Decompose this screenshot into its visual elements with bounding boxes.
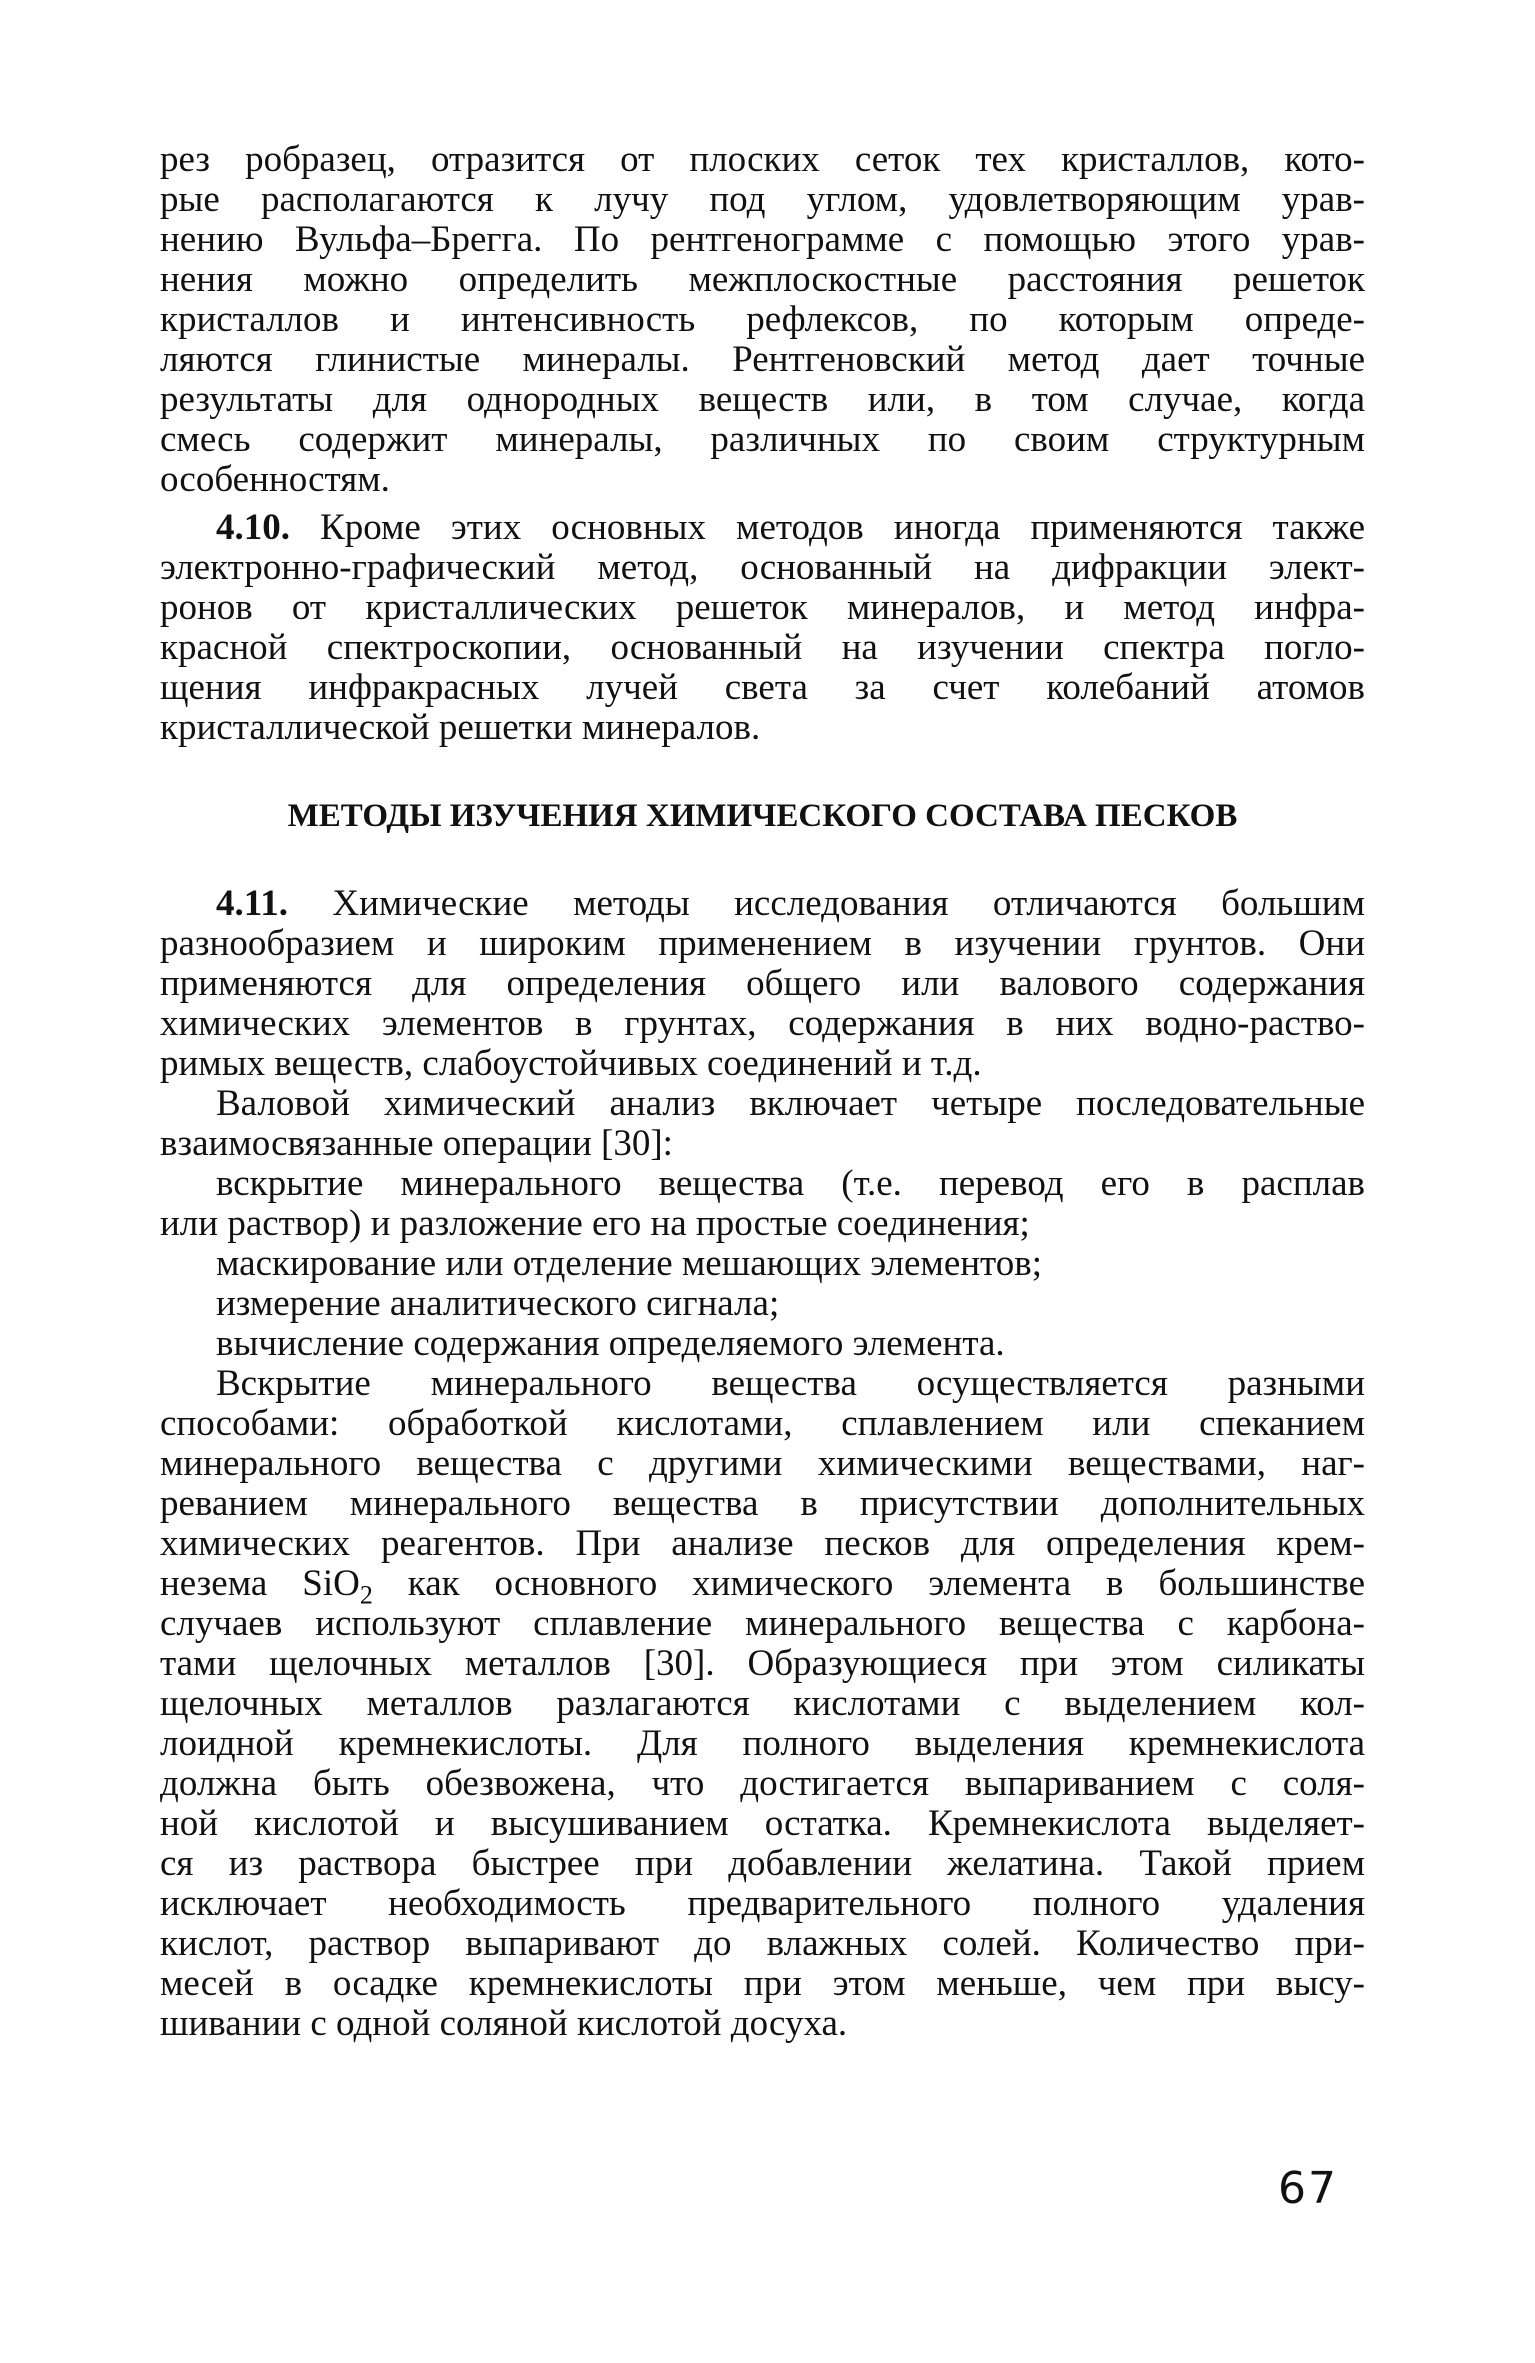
text-line: исключает необходимость предварительного полного удаления	[160, 1884, 1365, 1924]
text-line: месей в осадке кремнекислоты при этом меньше, чем при высу-	[160, 1964, 1365, 2004]
list-item: вскрытие минерального вещества (т.е. перевод его в расплав	[216, 1164, 1365, 1204]
text-line: нению Вульфа–Брегга. По рентгенограмме с помощью этого урав-	[160, 220, 1365, 260]
list-item: вычисление содержания определяемого элемента.	[216, 1324, 1005, 1364]
text-line: реванием минерального вещества в присутствии дополнительных	[160, 1484, 1365, 1524]
text-line: рые располагаются к лучу под углом, удовлетворяющим урав-	[160, 180, 1365, 220]
page-body	[160, 140, 1365, 2044]
text-line: ляются глинистые минералы. Рентгеновский метод дает точные	[160, 340, 1365, 380]
list-item: маскирование или отделение мешающих элементов;	[216, 1244, 1042, 1284]
text-line: способами: обработкой кислотами, сплавлением или спеканием	[160, 1404, 1365, 1444]
paragraph-xray-method	[160, 140, 1365, 500]
text-line: кислот, раствор выпаривают до влажных солей. Количество при-	[160, 1924, 1365, 1964]
section-number: 4.11.	[216, 884, 288, 924]
paragraph-4-11	[160, 884, 1365, 1084]
text-line: особенностям.	[160, 460, 390, 500]
text-line: кристаллов и интенсивность рефлексов, по которым опреде-	[160, 300, 1365, 340]
text-line: римых веществ, слабоустойчивых соединений и т.д.	[160, 1044, 982, 1084]
text-line: нения можно определить межплоскостные расстояния решеток	[160, 260, 1365, 300]
text-line: 4.10. Кроме этих основных методов иногда применяются также	[216, 508, 1365, 548]
text-line: химических реагентов. При анализе песков для определения крем-	[160, 1524, 1365, 1564]
text-line: тами щелочных металлов [30]. Образующиеся при этом силикаты	[160, 1644, 1365, 1684]
text-line: Валовой химический анализ включает четыре последовательные	[216, 1084, 1365, 1124]
text-line: результаты для однородных веществ или, в том случае, когда	[160, 380, 1365, 420]
analysis-steps-list	[160, 1164, 1365, 1364]
chemical-formula: SiO$_2$	[302, 1564, 373, 1604]
section-number: 4.10.	[216, 508, 290, 548]
paragraph-4-10	[160, 508, 1365, 748]
text-line: химических элементов в грунтах, содержания в них водно-раство-	[160, 1004, 1365, 1044]
list-item: или раствор) и разложение его на простые соединения;	[160, 1204, 1030, 1244]
text-line: шивании с одной соляной кислотой досуха.	[160, 2004, 848, 2044]
text-line: лоидной кремнекислоты. Для полного выделения кремнекислота	[160, 1724, 1365, 1764]
text-line: ной кислотой и высушиванием остатка. Кремнекислота выделяет-	[160, 1804, 1365, 1844]
text-line: щелочных металлов разлагаются кислотами с выделением кол-	[160, 1684, 1365, 1724]
text-line: должна быть обезвожена, что достигается выпариванием с соля-	[160, 1764, 1365, 1804]
text-line: электронно-графический метод, основанный на дифракции элект-	[160, 548, 1365, 588]
text-line: ся из раствора быстрее при добавлении желатина. Такой прием	[160, 1844, 1365, 1884]
text-line: щения инфракрасных лучей света за счет колебаний атомов	[160, 668, 1365, 708]
text-line: ронов от кристаллических решеток минералов, и метод инфра-	[160, 588, 1365, 628]
paragraph-decomposition	[160, 1364, 1365, 2044]
text-line: взаимосвязанные операции [30]:	[160, 1124, 673, 1164]
text-line: незема SiO$_2$ как основного химического элемента в большинстве	[160, 1564, 1365, 1604]
list-item: измерение аналитического сигнала;	[216, 1284, 780, 1324]
section-heading: МЕТОДЫ ИЗУЧЕНИЯ ХИМИЧЕСКОГО СОСТАВА ПЕСКОВ	[287, 798, 1238, 834]
text-line: минерального вещества с другими химическими веществами, наг-	[160, 1444, 1365, 1484]
text-line: применяются для определения общего или валового содержания	[160, 964, 1365, 1004]
text-line: красной спектроскопии, основанный на изучении спектра погло-	[160, 628, 1365, 668]
text-line: кристаллической решетки минералов.	[160, 708, 761, 748]
text-line: 4.11. Химические методы исследования отличаются большим	[216, 884, 1365, 924]
text-line: случаев используют сплавление минерального вещества с карбона-	[160, 1604, 1365, 1644]
text-line: Вскрытие минерального вещества осуществляется разными	[216, 1364, 1365, 1404]
page-number: 67	[1278, 2163, 1338, 2214]
text-line: разнообразием и широким применением в изучении грунтов. Они	[160, 924, 1365, 964]
paragraph-bulk-analysis	[160, 1084, 1365, 1164]
text-line: рез робразец, отразится от плоских сеток тех кристаллов, кото-	[160, 140, 1365, 180]
text-line: смесь содержит минералы, различных по своим структурным	[160, 420, 1365, 460]
